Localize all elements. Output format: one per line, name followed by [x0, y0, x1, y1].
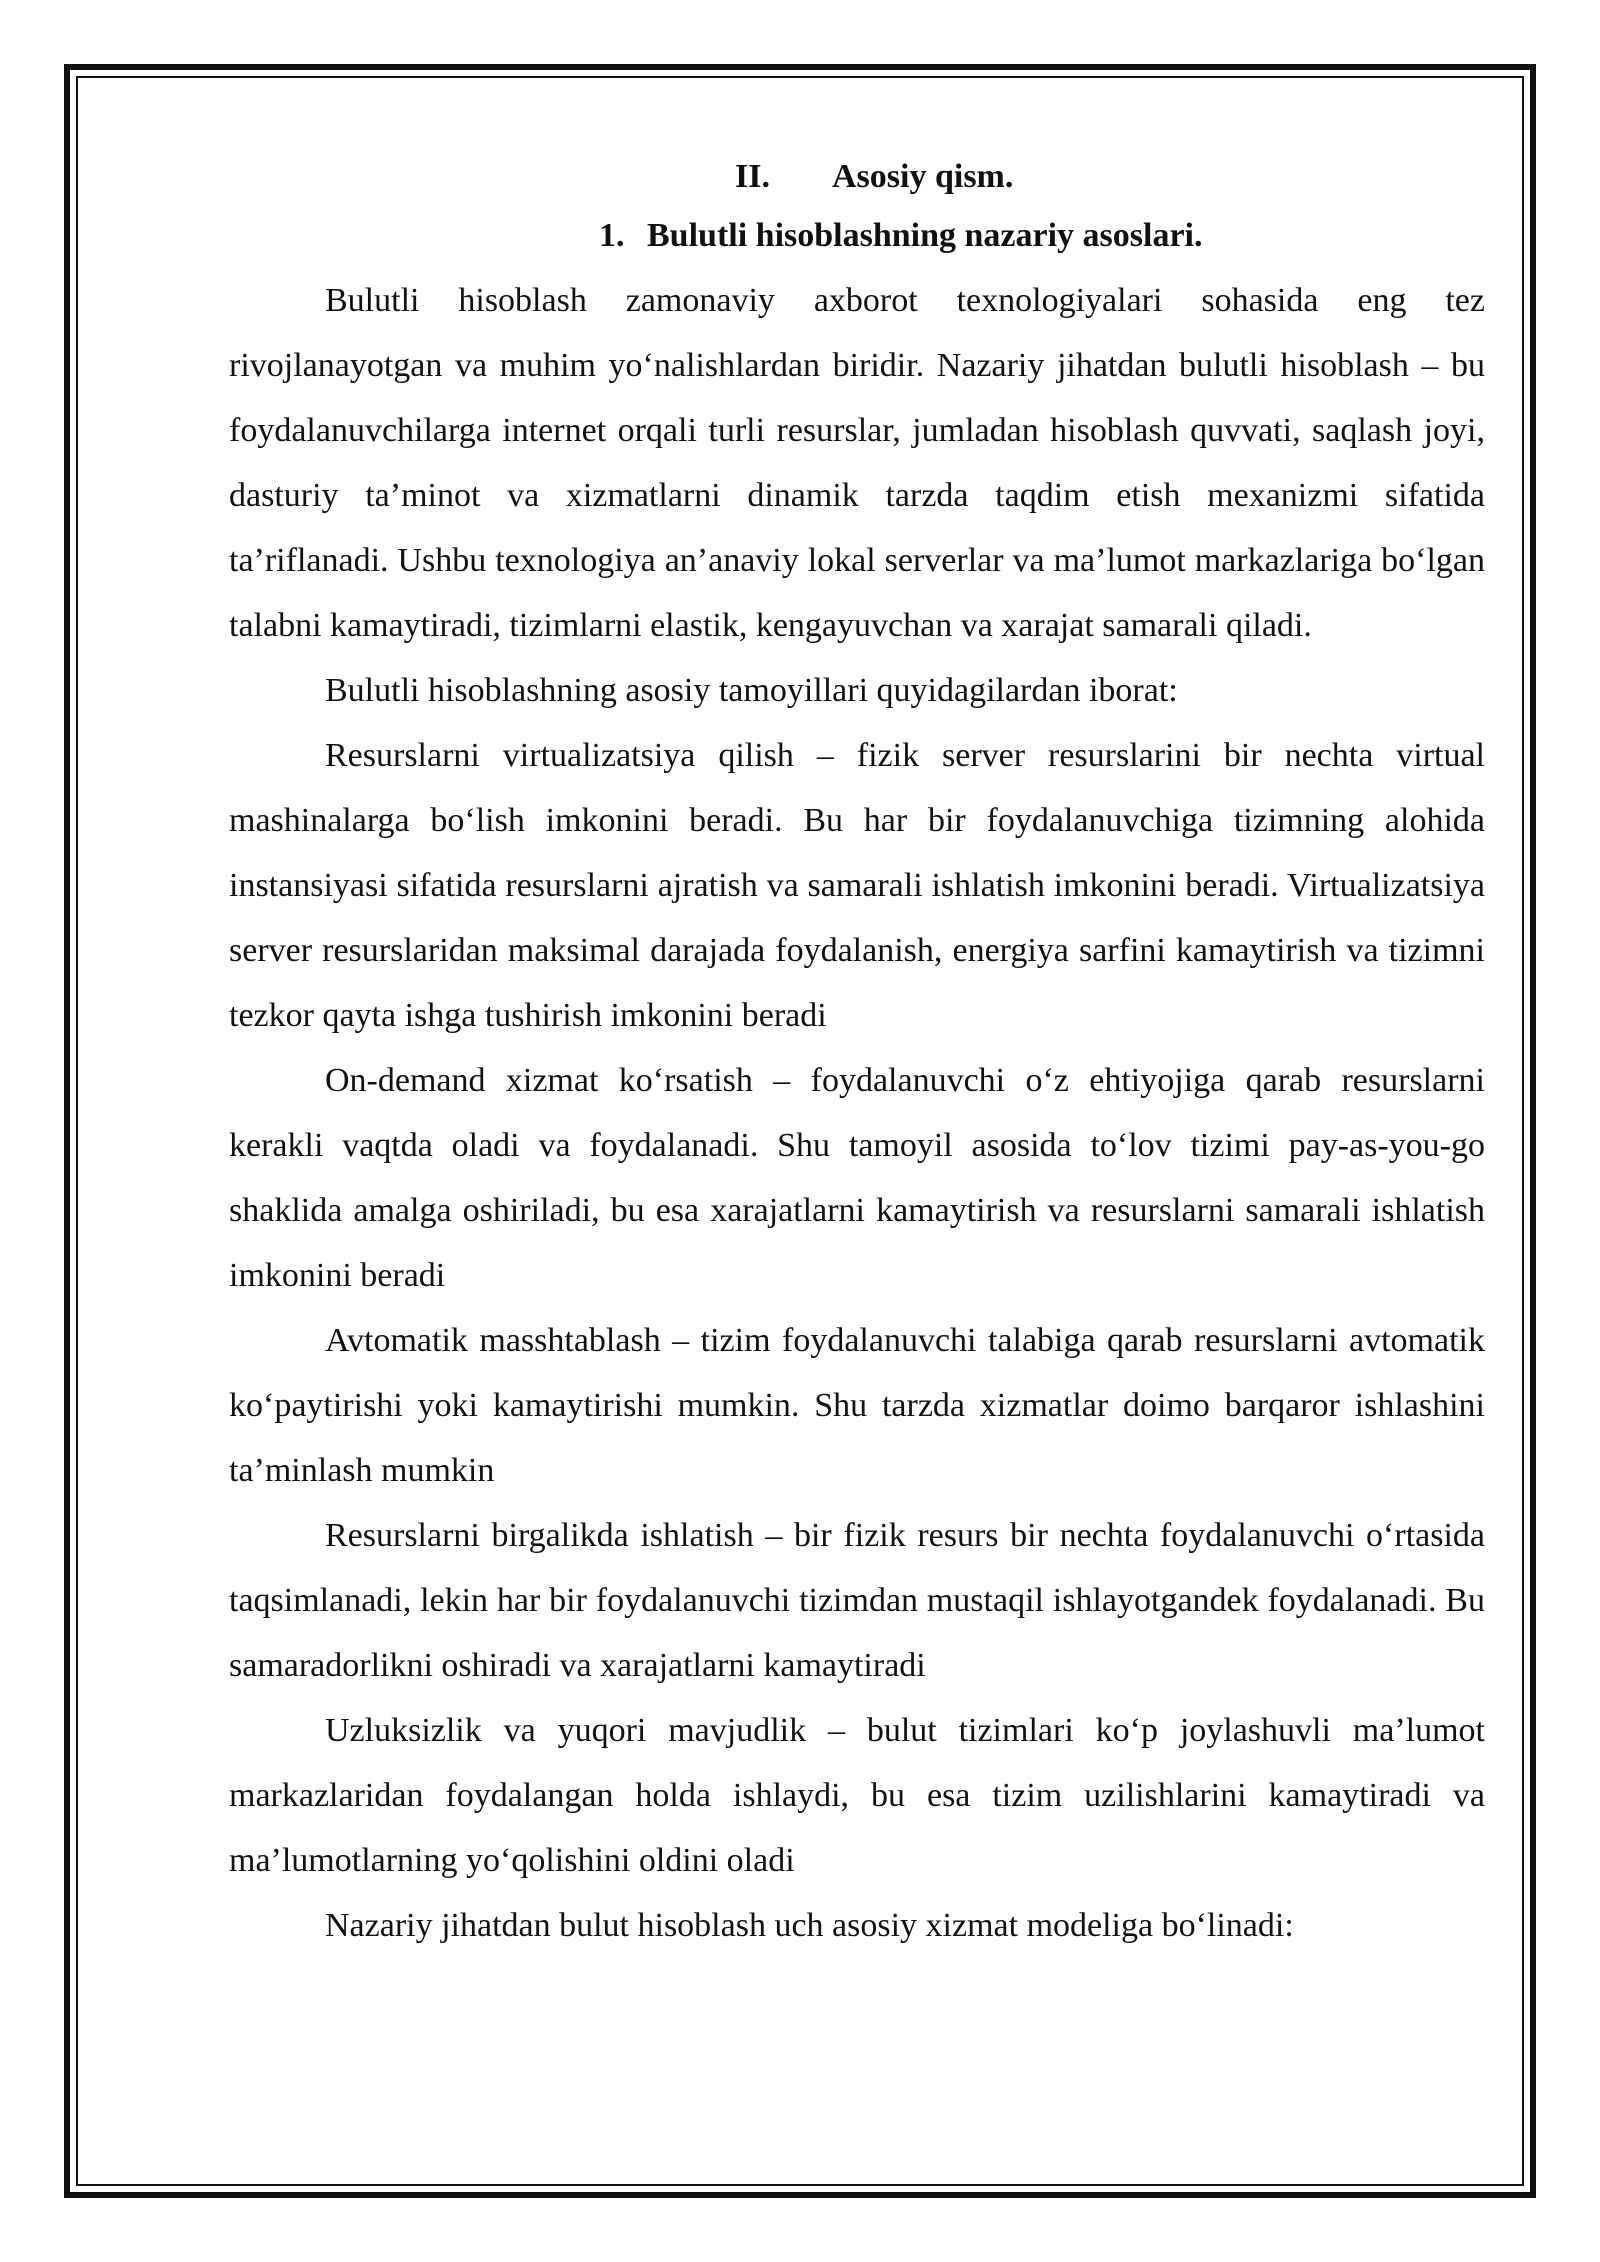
paragraph-virtualization: Resurslarni virtualizatsiya qilish – fizik server resurslarini bir nechta virtual mashinalarga bo‘lish imkonini beradi. Bu har bir foydalanuvchiga tizimning alohida instansiyasi sifatida resurslarni ajratish va samarali ishlatish imkonini beradi. Virtualizatsiya server resurslaridan maksimal darajada foydalanish, energiya sarfini kamaytirish va tizimni tezkor qayta ishga tushirish imkonini beradi	[229, 737, 1485, 1034]
paragraph-resource-pooling: Resurslarni birgalikda ishlatish – bir fizik resurs bir nechta foydalanuvchi o‘rtasida taqsimlanadi, lekin har bir foydalanuvchi tizimdan mustaqil ishlayotgandek foydalanadi. Bu samaradorlikni oshiradi va xarajatlarni kamaytiradi	[229, 1517, 1485, 1684]
section-title: Asosiy qism.	[832, 158, 1014, 195]
paragraph-availability: Uzluksizlik va yuqori mavjudlik – bulut tizimlari ko‘p joylashuvli ma’lumot markazlaridan foydalangan holda ishlaydi, bu esa tizim uzilishlarini kamaytiradi va ma’lumotlarning yo‘qolishini oldini oladi	[229, 1712, 1485, 1879]
subsection-heading	[229, 204, 1485, 268]
section-heading	[229, 150, 1485, 204]
paragraph-auto-scaling: Avtomatik masshtablash – tizim foydalanuvchi talabiga qarab resurslarni avtomatik ko‘paytirishi yoki kamaytirishi mumkin. Shu tarzda xizmatlar doimo barqaror ishlashini ta’minlash mumkin	[229, 1322, 1485, 1489]
paragraph-service-models: Nazariy jihatdan bulut hisoblash uch asosiy xizmat modeliga bo‘linadi:	[325, 1907, 1294, 1944]
page-content	[229, 150, 1485, 1958]
subsection-title: Bulutli hisoblashning nazariy asoslari.	[647, 217, 1203, 254]
subsection-number: 1.	[599, 217, 625, 254]
section-number: II.	[735, 158, 770, 195]
paragraph-on-demand: On-demand xizmat ko‘rsatish – foydalanuvchi o‘z ehtiyojiga qarab resurslarni kerakli vaqtda oladi va foydalanadi. Shu tamoyil asosida to‘lov tizimi pay-as-you-go shaklida amalga oshiriladi, bu esa xarajatlarni kamaytirish va resurslarni samarali ishlatish imkonini beradi	[229, 1062, 1485, 1294]
paragraph-principles-lead: Bulutli hisoblashning asosiy tamoyillari quyidagilardan iborat:	[325, 672, 1178, 709]
paragraph-intro: Bulutli hisoblash zamonaviy axborot texnologiyalari sohasida eng tez rivojlanayotgan va muhim yo‘nalishlardan biridir. Nazariy jihatdan bulutli hisoblash – bu foydalanuvchilarga internet orqali turli resurslar, jumladan hisoblash quvvati, saqlash joyi, dasturiy ta’minot va xizmatlarni dinamik tarzda taqdim etish mexanizmi sifatida ta’riflanadi. Ushbu texnologiya an’anaviy lokal serverlar va ma’lumot markazlariga bo‘lgan talabni kamaytiradi, tizimlarni elastik, kengayuvchan va xarajat samarali qiladi.	[229, 282, 1485, 644]
